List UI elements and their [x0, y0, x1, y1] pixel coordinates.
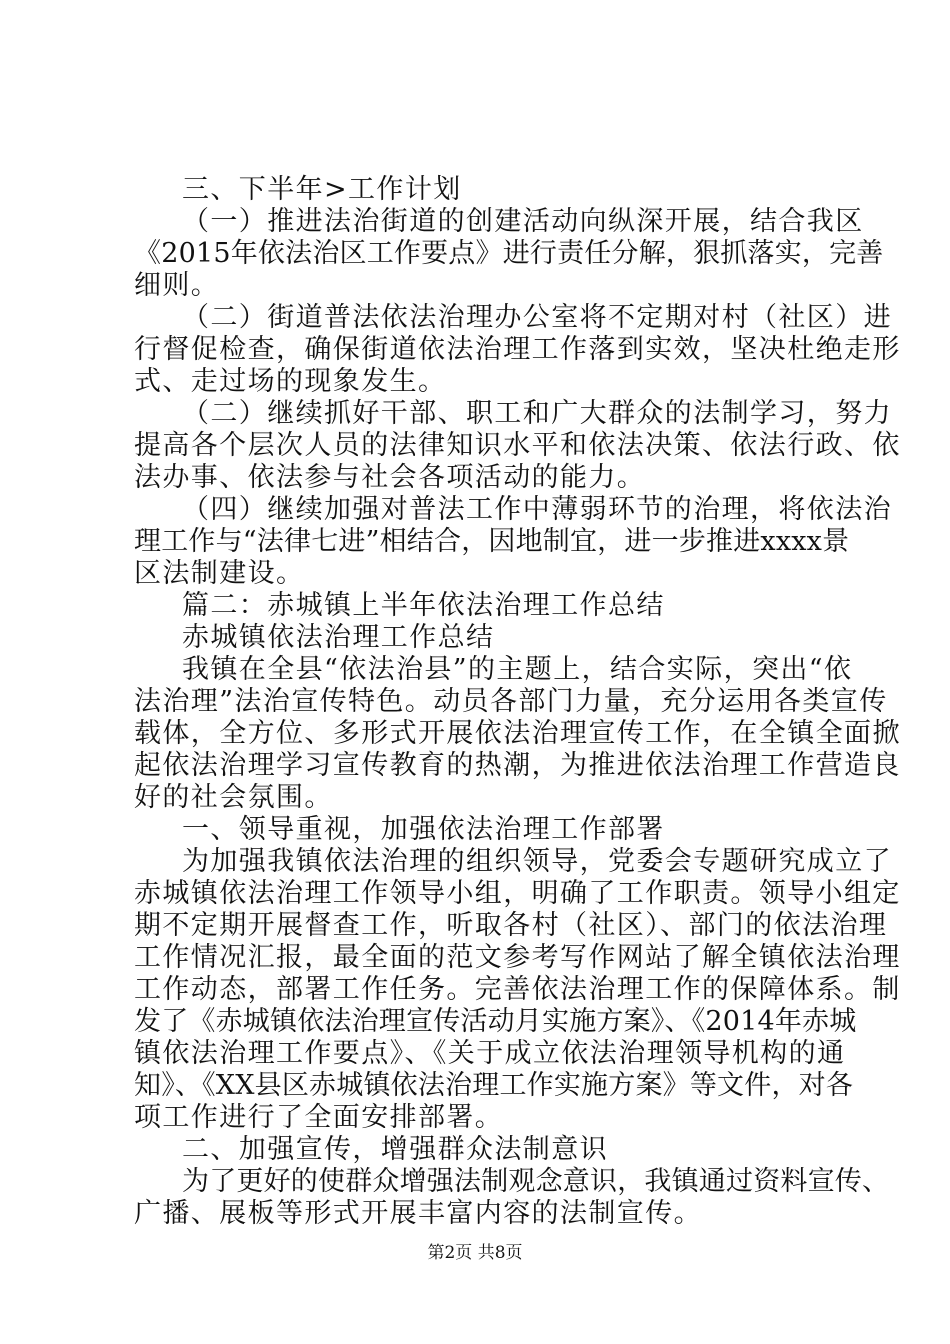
body-text-line: 载体，全方位、多形式开展依法治理宣传工作，在全镇全面掀: [134, 718, 901, 749]
body-text-line: 赤城镇依法治理工作总结: [182, 622, 495, 653]
document-body: [134, 174, 901, 1230]
body-text-line: 三、下半年>工作计划: [182, 174, 462, 205]
body-text-line: 二、加强宣传，增强群众法制意识: [182, 1134, 608, 1165]
body-text-line: （二）街道普法依法治理办公室将不定期对村（社区）进: [182, 302, 892, 333]
body-text-line: 工作动态，部署工作任务。完善依法治理工作的保障体系。制: [134, 974, 901, 1005]
body-text-line: 发了《赤城镇依法治理宣传活动月实施方案》、《2014年赤城: [134, 1006, 857, 1037]
body-text-line: （一）推进法治街道的创建活动向纵深开展，结合我区: [182, 206, 864, 237]
body-text-line: 式、走过场的现象发生。: [134, 366, 447, 397]
body-text-line: 法办事、依法参与社会各项活动的能力。: [134, 462, 646, 493]
body-text-line: 《2015年依法治区工作要点》进行责任分解，狠抓落实，完善: [134, 238, 884, 269]
body-text-line: 篇二：赤城镇上半年依法治理工作总结: [182, 590, 665, 621]
body-text-line: 理工作与“法律七进”相结合，因地制宜，进一步推进xxxx景: [134, 526, 850, 557]
page-footer: 第2页 共8页: [427, 1243, 523, 1263]
body-text-line: 广播、展板等形式开展丰富内容的法制宣传。: [134, 1198, 702, 1229]
body-text-line: 区法制建设。: [134, 558, 305, 589]
body-text-line: 赤城镇依法治理工作领导小组，明确了工作职责。领导小组定: [134, 878, 901, 909]
body-text-line: （四）继续加强对普法工作中薄弱环节的治理，将依法治: [182, 494, 892, 525]
body-text-line: 我镇在全县“依法治县”的主题上，结合实际，突出“依: [182, 654, 853, 685]
body-text-line: 细则。: [134, 270, 220, 301]
body-text-line: 为加强我镇依法治理的组织领导，党委会专题研究成立了: [182, 846, 892, 877]
body-text-line: 期不定期开展督查工作，听取各村（社区）、部门的依法治理: [134, 910, 888, 941]
body-text-line: 知》、《XX县区赤城镇依法治理工作实施方案》等文件，对各: [134, 1070, 854, 1101]
body-text-line: 起依法治理学习宣传教育的热潮，为推进依法治理工作营造良: [134, 750, 901, 781]
body-text-line: 提高各个层次人员的法律知识水平和依法决策、依法行政、依: [134, 430, 901, 461]
body-text-line: 行督促检查，确保街道依法治理工作落到实效，坚决杜绝走形: [134, 334, 901, 365]
body-text-line: 工作情况汇报，最全面的范文参考写作网站了解全镇依法治理: [134, 942, 901, 973]
body-text-line: 项工作进行了全面安排部署。: [134, 1102, 504, 1133]
body-text-line: 一、领导重视，加强依法治理工作部署: [182, 814, 665, 845]
body-text-line: 好的社会氛围。: [134, 782, 333, 813]
body-text-line: （二）继续抓好干部、职工和广大群众的法制学习，努力: [182, 398, 892, 429]
body-text-line: 镇依法治理工作要点》、《关于成立依法治理领导机构的通: [134, 1038, 846, 1069]
body-text-line: 为了更好的使群众增强法制观念意识，我镇通过资料宣传、: [182, 1166, 890, 1197]
body-text-line: 法治理”法治宣传特色。动员各部门力量，充分运用各类宣传: [134, 686, 888, 717]
